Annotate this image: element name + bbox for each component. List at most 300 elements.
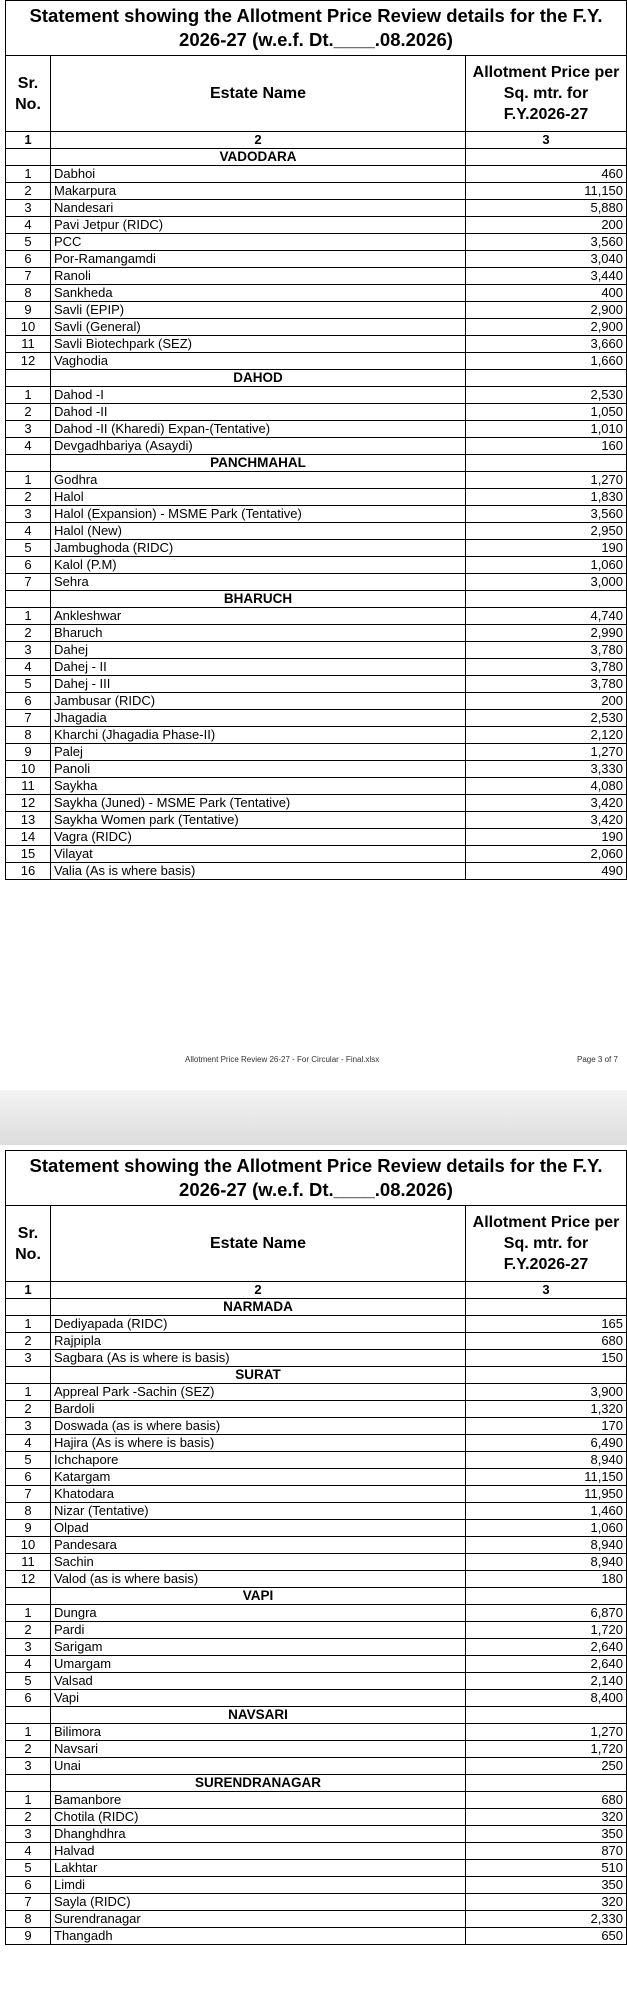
region-spacer-cell bbox=[6, 1588, 51, 1605]
region-name: VADODARA bbox=[51, 149, 466, 166]
allotment-price-cell: 8,400 bbox=[466, 1690, 627, 1707]
estate-name-cell: Dahej - III bbox=[51, 676, 466, 693]
estate-name-cell: Lakhtar bbox=[51, 1860, 466, 1877]
allotment-price-cell: 200 bbox=[466, 217, 627, 234]
allotment-price-cell: 2,640 bbox=[466, 1656, 627, 1673]
estate-name-cell: Unai bbox=[51, 1758, 466, 1775]
table-row bbox=[6, 1911, 627, 1928]
table-row bbox=[6, 1435, 627, 1452]
allotment-price-cell: 2,900 bbox=[466, 302, 627, 319]
allotment-price-cell: 190 bbox=[466, 829, 627, 846]
table-row bbox=[6, 1384, 627, 1401]
estate-name-cell: Savli (EPIP) bbox=[51, 302, 466, 319]
allotment-price-cell: 2,530 bbox=[466, 387, 627, 404]
table-row bbox=[6, 1741, 627, 1758]
footer-filename: Allotment Price Review 26-27 - For Circular - Final.xlsx bbox=[185, 1055, 380, 1064]
table-row bbox=[6, 608, 627, 625]
estate-name-cell: Umargam bbox=[51, 1656, 466, 1673]
region-name: SURENDRANAGAR bbox=[51, 1775, 466, 1792]
sr-number-cell: 2 bbox=[6, 1401, 51, 1418]
sr-number-cell: 8 bbox=[6, 285, 51, 302]
table-row bbox=[6, 1826, 627, 1843]
allotment-price-cell: 170 bbox=[466, 1418, 627, 1435]
table-row bbox=[6, 472, 627, 489]
estate-name-cell: Saykha bbox=[51, 778, 466, 795]
allotment-price-cell: 1,320 bbox=[466, 1401, 627, 1418]
allotment-price-cell: 11,150 bbox=[466, 1469, 627, 1486]
estate-name-cell: Navsari bbox=[51, 1741, 466, 1758]
region-spacer-cell bbox=[466, 1367, 627, 1384]
table-row bbox=[6, 523, 627, 540]
sr-number-cell: 11 bbox=[6, 1554, 51, 1571]
sr-number-cell: 11 bbox=[6, 336, 51, 353]
table-row bbox=[6, 1690, 627, 1707]
allotment-price-cell: 2,640 bbox=[466, 1639, 627, 1656]
sr-number-cell: 1 bbox=[6, 1316, 51, 1333]
region-spacer-cell bbox=[6, 149, 51, 166]
price-table-body-1 bbox=[6, 1, 627, 880]
sr-no-header: Sr. No. bbox=[6, 1206, 51, 1282]
table-row bbox=[6, 1452, 627, 1469]
estate-name-cell: Nandesari bbox=[51, 200, 466, 217]
sr-number-cell: 6 bbox=[6, 693, 51, 710]
estate-name-cell: Thangadh bbox=[51, 1928, 466, 1945]
region-row bbox=[6, 370, 627, 387]
allotment-price-cell: 1,460 bbox=[466, 1503, 627, 1520]
allotment-price-cell: 2,060 bbox=[466, 846, 627, 863]
allotment-price-cell: 3,000 bbox=[466, 574, 627, 591]
estate-name-cell: Halol (New) bbox=[51, 523, 466, 540]
region-spacer-cell bbox=[466, 455, 627, 472]
region-spacer-cell bbox=[466, 1299, 627, 1316]
estate-name-cell: Sehra bbox=[51, 574, 466, 591]
sr-number-cell: 8 bbox=[6, 1911, 51, 1928]
price-table-body-2 bbox=[6, 1151, 627, 1945]
table-row bbox=[6, 438, 627, 455]
document-title: Statement showing the Allotment Price Review details for the F.Y. 2026-27 (w.e.f. Dt.____.08.2026) bbox=[6, 1151, 627, 1206]
estate-name-cell: Ranoli bbox=[51, 268, 466, 285]
sr-number-cell: 1 bbox=[6, 472, 51, 489]
sr-number-cell: 7 bbox=[6, 268, 51, 285]
estate-name-cell: Bardoli bbox=[51, 1401, 466, 1418]
region-name: PANCHMAHAL bbox=[51, 455, 466, 472]
table-row bbox=[6, 268, 627, 285]
allotment-price-cell: 200 bbox=[466, 693, 627, 710]
table-row bbox=[6, 1860, 627, 1877]
sr-number-cell: 3 bbox=[6, 1758, 51, 1775]
sr-number-cell: 5 bbox=[6, 540, 51, 557]
table-row bbox=[6, 1656, 627, 1673]
title-row bbox=[6, 1, 627, 56]
table-row bbox=[6, 353, 627, 370]
region-spacer-cell bbox=[6, 1707, 51, 1724]
column-number: 1 bbox=[6, 132, 51, 149]
allotment-price-cell: 1,830 bbox=[466, 489, 627, 506]
estate-name-cell: Sankheda bbox=[51, 285, 466, 302]
sr-number-cell: 5 bbox=[6, 1860, 51, 1877]
region-row bbox=[6, 1588, 627, 1605]
sr-number-cell: 4 bbox=[6, 217, 51, 234]
allotment-price-cell: 3,660 bbox=[466, 336, 627, 353]
region-spacer-cell bbox=[466, 149, 627, 166]
allotment-price-cell: 3,780 bbox=[466, 676, 627, 693]
sr-number-cell: 3 bbox=[6, 1350, 51, 1367]
sr-number-cell: 4 bbox=[6, 438, 51, 455]
sr-number-cell: 3 bbox=[6, 200, 51, 217]
estate-name-cell: Dahod -I bbox=[51, 387, 466, 404]
estate-name-cell: Dahod -II (Kharedi) Expan-(Tentative) bbox=[51, 421, 466, 438]
sr-number-cell: 5 bbox=[6, 676, 51, 693]
sr-number-cell: 2 bbox=[6, 1622, 51, 1639]
allotment-price-cell: 250 bbox=[466, 1758, 627, 1775]
sr-number-cell: 3 bbox=[6, 1826, 51, 1843]
sr-number-cell: 5 bbox=[6, 1452, 51, 1469]
table-row bbox=[6, 1605, 627, 1622]
sr-number-cell: 3 bbox=[6, 1639, 51, 1656]
table-row bbox=[6, 710, 627, 727]
estate-name-cell: Katargam bbox=[51, 1469, 466, 1486]
allotment-price-cell: 320 bbox=[466, 1809, 627, 1826]
table-row bbox=[6, 404, 627, 421]
table-row bbox=[6, 1928, 627, 1945]
column-number-row bbox=[6, 132, 627, 149]
allotment-price-cell: 2,140 bbox=[466, 1673, 627, 1690]
region-spacer-cell bbox=[466, 370, 627, 387]
table-row bbox=[6, 744, 627, 761]
region-name: BHARUCH bbox=[51, 591, 466, 608]
column-number: 3 bbox=[466, 1282, 627, 1299]
allotment-price-cell: 1,060 bbox=[466, 1520, 627, 1537]
allotment-price-cell: 160 bbox=[466, 438, 627, 455]
allotment-price-cell: 1,270 bbox=[466, 472, 627, 489]
sr-number-cell: 4 bbox=[6, 659, 51, 676]
estate-name-cell: Vaghodia bbox=[51, 353, 466, 370]
estate-name-cell: Vapi bbox=[51, 1690, 466, 1707]
sr-number-cell: 4 bbox=[6, 1656, 51, 1673]
table-row bbox=[6, 1622, 627, 1639]
allotment-price-cell: 490 bbox=[466, 863, 627, 880]
estate-name-cell: Halvad bbox=[51, 1843, 466, 1860]
table-row bbox=[6, 557, 627, 574]
estate-name-cell: Jhagadia bbox=[51, 710, 466, 727]
sr-number-cell: 14 bbox=[6, 829, 51, 846]
estate-name-cell: Por-Ramangamdi bbox=[51, 251, 466, 268]
table-row bbox=[6, 1554, 627, 1571]
sr-number-cell: 2 bbox=[6, 489, 51, 506]
column-number: 3 bbox=[466, 132, 627, 149]
estate-name-cell: Vilayat bbox=[51, 846, 466, 863]
allotment-price-cell: 6,490 bbox=[466, 1435, 627, 1452]
region-row bbox=[6, 1775, 627, 1792]
sr-number-cell: 5 bbox=[6, 234, 51, 251]
table-row bbox=[6, 693, 627, 710]
allotment-price-cell: 3,420 bbox=[466, 795, 627, 812]
sr-number-cell: 3 bbox=[6, 506, 51, 523]
allotment-price-cell: 680 bbox=[466, 1333, 627, 1350]
table-row bbox=[6, 795, 627, 812]
estate-name-cell: Devgadhbariya (Asaydi) bbox=[51, 438, 466, 455]
region-name: SURAT bbox=[51, 1367, 466, 1384]
estate-name-cell: Jambusar (RIDC) bbox=[51, 693, 466, 710]
estate-name-cell: Dahej - II bbox=[51, 659, 466, 676]
allotment-price-cell: 8,940 bbox=[466, 1537, 627, 1554]
sr-number-cell: 6 bbox=[6, 1469, 51, 1486]
table-row bbox=[6, 863, 627, 880]
estate-name-cell: Hajira (As is where is basis) bbox=[51, 1435, 466, 1452]
table-row bbox=[6, 1486, 627, 1503]
region-row bbox=[6, 455, 627, 472]
allotment-price-cell: 1,270 bbox=[466, 1724, 627, 1741]
allotment-price-cell: 2,330 bbox=[466, 1911, 627, 1928]
table-row bbox=[6, 489, 627, 506]
estate-name-cell: Saykha (Juned) - MSME Park (Tentative) bbox=[51, 795, 466, 812]
allotment-price-cell: 5,880 bbox=[466, 200, 627, 217]
allotment-price-cell: 3,440 bbox=[466, 268, 627, 285]
estate-name-cell: Halol bbox=[51, 489, 466, 506]
header-row bbox=[6, 1206, 627, 1282]
sr-number-cell: 2 bbox=[6, 1741, 51, 1758]
sr-number-cell: 6 bbox=[6, 557, 51, 574]
allotment-price-cell: 4,080 bbox=[466, 778, 627, 795]
table-row bbox=[6, 387, 627, 404]
sr-number-cell: 7 bbox=[6, 574, 51, 591]
sr-number-cell: 12 bbox=[6, 353, 51, 370]
estate-name-cell: Chotila (RIDC) bbox=[51, 1809, 466, 1826]
sr-number-cell: 15 bbox=[6, 846, 51, 863]
estate-name-cell: Palej bbox=[51, 744, 466, 761]
sr-number-cell: 8 bbox=[6, 1503, 51, 1520]
region-row bbox=[6, 591, 627, 608]
table-row bbox=[6, 217, 627, 234]
sr-number-cell: 9 bbox=[6, 1928, 51, 1945]
sr-number-cell: 4 bbox=[6, 1843, 51, 1860]
sr-number-cell: 9 bbox=[6, 744, 51, 761]
price-table-1 bbox=[5, 0, 627, 880]
allotment-price-cell: 1,660 bbox=[466, 353, 627, 370]
allotment-price-cell: 1,060 bbox=[466, 557, 627, 574]
estate-name-cell: Olpad bbox=[51, 1520, 466, 1537]
allotment-price-cell: 3,330 bbox=[466, 761, 627, 778]
table-row bbox=[6, 1877, 627, 1894]
estate-name-cell: Dahod -II bbox=[51, 404, 466, 421]
estate-name-cell: Vagra (RIDC) bbox=[51, 829, 466, 846]
estate-name-cell: Kharchi (Jhagadia Phase-II) bbox=[51, 727, 466, 744]
region-spacer-cell bbox=[6, 1367, 51, 1384]
sr-number-cell: 2 bbox=[6, 1333, 51, 1350]
sr-number-cell: 2 bbox=[6, 404, 51, 421]
sr-number-cell: 7 bbox=[6, 1894, 51, 1911]
table-row bbox=[6, 1503, 627, 1520]
sr-number-cell: 12 bbox=[6, 1571, 51, 1588]
sr-number-cell: 6 bbox=[6, 251, 51, 268]
table-row bbox=[6, 659, 627, 676]
table-row bbox=[6, 1401, 627, 1418]
allotment-price-cell: 320 bbox=[466, 1894, 627, 1911]
region-spacer-cell bbox=[6, 591, 51, 608]
table-row bbox=[6, 574, 627, 591]
estate-name-cell: Surendranagar bbox=[51, 1911, 466, 1928]
title-row bbox=[6, 1151, 627, 1206]
estate-name-cell: Sayla (RIDC) bbox=[51, 1894, 466, 1911]
table-row bbox=[6, 812, 627, 829]
sr-number-cell: 1 bbox=[6, 387, 51, 404]
region-name: NARMADA bbox=[51, 1299, 466, 1316]
estate-name-cell: Ichchapore bbox=[51, 1452, 466, 1469]
allotment-price-cell: 4,740 bbox=[466, 608, 627, 625]
sr-number-cell: 1 bbox=[6, 1605, 51, 1622]
table-row bbox=[6, 183, 627, 200]
allotment-price-cell: 6,870 bbox=[466, 1605, 627, 1622]
table-row bbox=[6, 1333, 627, 1350]
estate-name-cell: Bamanbore bbox=[51, 1792, 466, 1809]
estate-name-cell: Savli (General) bbox=[51, 319, 466, 336]
table-row bbox=[6, 761, 627, 778]
allotment-price-cell: 190 bbox=[466, 540, 627, 557]
table-row bbox=[6, 1724, 627, 1741]
allotment-price-cell: 2,530 bbox=[466, 710, 627, 727]
region-row bbox=[6, 149, 627, 166]
column-number-row bbox=[6, 1282, 627, 1299]
table-row bbox=[6, 285, 627, 302]
header-row bbox=[6, 56, 627, 132]
sr-number-cell: 3 bbox=[6, 1418, 51, 1435]
estate-name-cell: Pardi bbox=[51, 1622, 466, 1639]
estate-name-cell: Dabhoi bbox=[51, 166, 466, 183]
table-row bbox=[6, 676, 627, 693]
estate-name-cell: Makarpura bbox=[51, 183, 466, 200]
estate-name-cell: Dahej bbox=[51, 642, 466, 659]
table-row bbox=[6, 319, 627, 336]
table-row bbox=[6, 829, 627, 846]
estate-name-cell: Sarigam bbox=[51, 1639, 466, 1656]
table-row bbox=[6, 1843, 627, 1860]
estate-name-cell: Panoli bbox=[51, 761, 466, 778]
sr-number-cell: 3 bbox=[6, 421, 51, 438]
region-spacer-cell bbox=[466, 1588, 627, 1605]
allotment-price-cell: 11,150 bbox=[466, 183, 627, 200]
table-row bbox=[6, 1792, 627, 1809]
sr-number-cell: 1 bbox=[6, 166, 51, 183]
table-row bbox=[6, 1673, 627, 1690]
region-name: NAVSARI bbox=[51, 1707, 466, 1724]
table-row bbox=[6, 200, 627, 217]
estate-name-cell: Limdi bbox=[51, 1877, 466, 1894]
allotment-price-cell: 350 bbox=[466, 1877, 627, 1894]
region-spacer-cell bbox=[466, 1707, 627, 1724]
allotment-price-cell: 3,560 bbox=[466, 506, 627, 523]
region-row bbox=[6, 1367, 627, 1384]
sr-number-cell: 1 bbox=[6, 1724, 51, 1741]
allotment-price-cell: 3,780 bbox=[466, 642, 627, 659]
table-row bbox=[6, 1350, 627, 1367]
allotment-price-cell: 650 bbox=[466, 1928, 627, 1945]
table-row bbox=[6, 1537, 627, 1554]
sr-number-cell: 5 bbox=[6, 1673, 51, 1690]
table-row bbox=[6, 846, 627, 863]
estate-name-cell: Nizar (Tentative) bbox=[51, 1503, 466, 1520]
table-row bbox=[6, 1809, 627, 1826]
sr-number-cell: 1 bbox=[6, 1384, 51, 1401]
allotment-price-cell: 1,270 bbox=[466, 744, 627, 761]
allotment-price-header: Allotment Price per Sq. mtr. for F.Y.2026-27 bbox=[466, 1206, 627, 1282]
sr-number-cell: 16 bbox=[6, 863, 51, 880]
allotment-price-cell: 3,900 bbox=[466, 1384, 627, 1401]
estate-name-cell: Khatodara bbox=[51, 1486, 466, 1503]
allotment-price-cell: 8,940 bbox=[466, 1554, 627, 1571]
sr-number-cell: 1 bbox=[6, 1792, 51, 1809]
sr-number-cell: 2 bbox=[6, 183, 51, 200]
estate-name-cell: Valsad bbox=[51, 1673, 466, 1690]
estate-name-cell: Dungra bbox=[51, 1605, 466, 1622]
sr-number-cell: 4 bbox=[6, 1435, 51, 1452]
region-spacer-cell bbox=[466, 591, 627, 608]
region-row bbox=[6, 1299, 627, 1316]
allotment-price-cell: 3,420 bbox=[466, 812, 627, 829]
region-spacer-cell bbox=[6, 455, 51, 472]
region-name: DAHOD bbox=[51, 370, 466, 387]
estate-name-header: Estate Name bbox=[51, 56, 466, 132]
estate-name-cell: Doswada (as is where basis) bbox=[51, 1418, 466, 1435]
estate-name-cell: Godhra bbox=[51, 472, 466, 489]
allotment-price-cell: 8,940 bbox=[466, 1452, 627, 1469]
document-title: Statement showing the Allotment Price Review details for the F.Y. 2026-27 (w.e.f. Dt.____.08.2026) bbox=[6, 1, 627, 56]
table-row bbox=[6, 1639, 627, 1656]
page-footer bbox=[0, 1050, 627, 1070]
estate-name-cell: Dediyapada (RIDC) bbox=[51, 1316, 466, 1333]
allotment-price-cell: 400 bbox=[466, 285, 627, 302]
allotment-price-cell: 870 bbox=[466, 1843, 627, 1860]
price-table-2 bbox=[5, 1150, 627, 1945]
sr-number-cell: 10 bbox=[6, 1537, 51, 1554]
sr-number-cell: 1 bbox=[6, 608, 51, 625]
estate-name-cell: Valia (As is where basis) bbox=[51, 863, 466, 880]
region-name: VAPI bbox=[51, 1588, 466, 1605]
sr-number-cell: 7 bbox=[6, 710, 51, 727]
sr-number-cell: 11 bbox=[6, 778, 51, 795]
column-number: 2 bbox=[51, 1282, 466, 1299]
table-row bbox=[6, 506, 627, 523]
allotment-price-cell: 2,950 bbox=[466, 523, 627, 540]
allotment-price-cell: 11,950 bbox=[466, 1486, 627, 1503]
region-spacer-cell bbox=[6, 1775, 51, 1792]
allotment-price-cell: 1,720 bbox=[466, 1622, 627, 1639]
sr-number-cell: 4 bbox=[6, 523, 51, 540]
table-row bbox=[6, 1571, 627, 1588]
allotment-price-cell: 2,990 bbox=[466, 625, 627, 642]
region-row bbox=[6, 1707, 627, 1724]
allotment-price-cell: 2,120 bbox=[466, 727, 627, 744]
table-row bbox=[6, 1758, 627, 1775]
allotment-price-cell: 165 bbox=[466, 1316, 627, 1333]
estate-name-cell: Saykha Women park (Tentative) bbox=[51, 812, 466, 829]
allotment-price-cell: 180 bbox=[466, 1571, 627, 1588]
estate-name-header: Estate Name bbox=[51, 1206, 466, 1282]
allotment-price-cell: 150 bbox=[466, 1350, 627, 1367]
page-separator bbox=[0, 1090, 627, 1145]
allotment-price-cell: 3,560 bbox=[466, 234, 627, 251]
allotment-price-header: Allotment Price per Sq. mtr. for F.Y.2026-27 bbox=[466, 56, 627, 132]
sr-no-header: Sr. No. bbox=[6, 56, 51, 132]
sr-number-cell: 13 bbox=[6, 812, 51, 829]
table-row bbox=[6, 1520, 627, 1537]
sr-number-cell: 6 bbox=[6, 1690, 51, 1707]
estate-name-cell: Sachin bbox=[51, 1554, 466, 1571]
allotment-price-cell: 1,720 bbox=[466, 1741, 627, 1758]
region-spacer-cell bbox=[6, 370, 51, 387]
estate-name-cell: Pandesara bbox=[51, 1537, 466, 1554]
sr-number-cell: 7 bbox=[6, 1486, 51, 1503]
estate-name-cell: Ankleshwar bbox=[51, 608, 466, 625]
